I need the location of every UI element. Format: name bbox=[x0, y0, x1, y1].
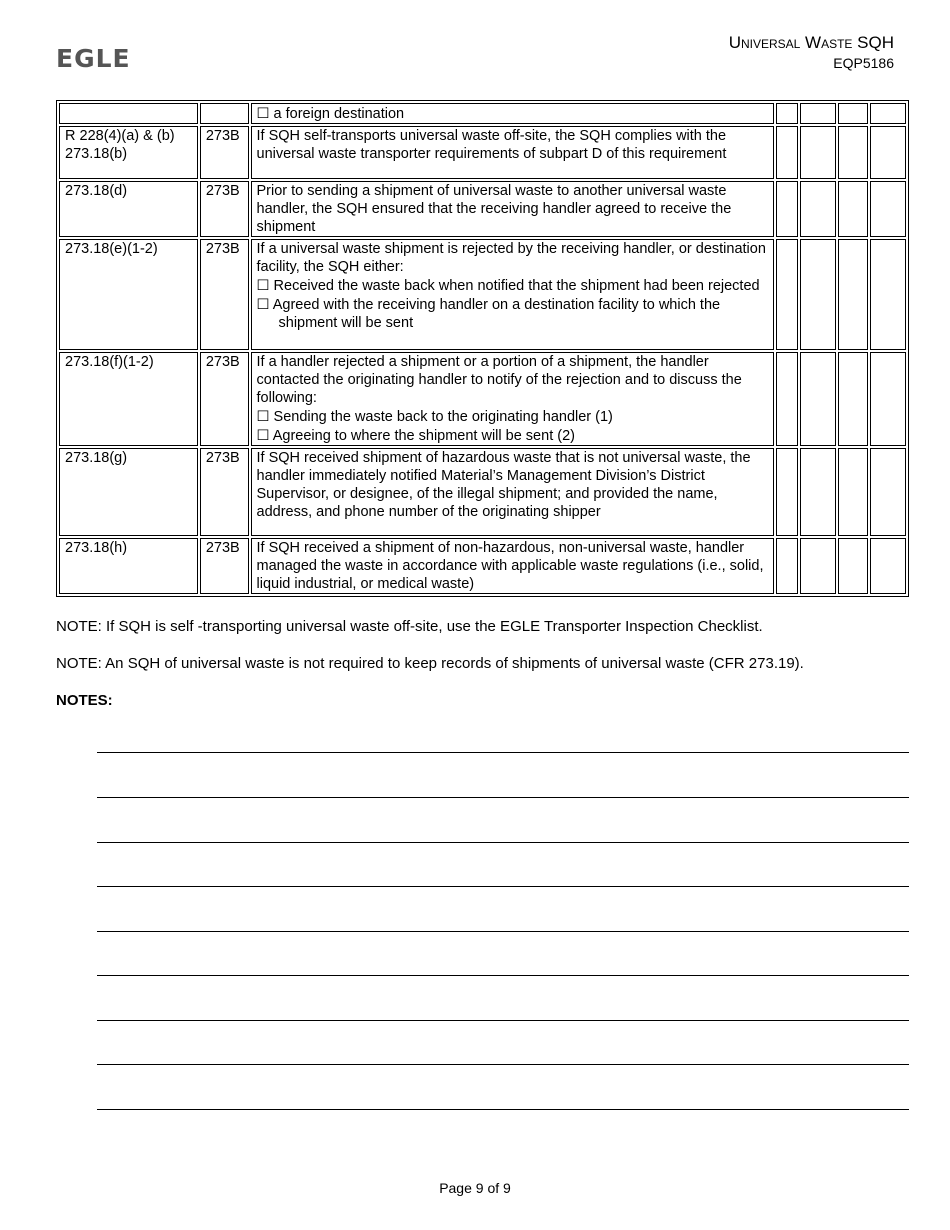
citation-cell: 273.18(g) bbox=[59, 448, 198, 536]
response-cell[interactable] bbox=[838, 239, 868, 350]
code-cell: 273B bbox=[200, 538, 249, 594]
page-number: Page 9 of 9 bbox=[439, 1180, 511, 1196]
citation-cell: 273.18(e)(1-2) bbox=[59, 239, 198, 350]
response-cell[interactable] bbox=[870, 538, 906, 594]
requirement-cell bbox=[251, 181, 774, 237]
checklist-row bbox=[59, 448, 906, 536]
response-cell[interactable] bbox=[776, 448, 799, 536]
requirement-text: Prior to sending a shipment of universal waste to another universal waste handler, the SQH ensured that the receiving handler agreed to receive the shipment bbox=[256, 183, 732, 235]
checklist-row bbox=[59, 538, 906, 594]
checkbox-option[interactable]: ☐ Agreeing to where the shipment will be sent (2) bbox=[256, 428, 575, 444]
code-cell: 273B bbox=[200, 352, 249, 446]
response-cell[interactable] bbox=[870, 181, 906, 237]
citation-cell: 273.18(d) bbox=[59, 181, 198, 237]
notes-line[interactable] bbox=[97, 975, 909, 976]
checklist-row bbox=[59, 239, 906, 350]
response-cell[interactable] bbox=[870, 448, 906, 536]
response-cell[interactable] bbox=[776, 538, 799, 594]
response-cell[interactable] bbox=[800, 103, 835, 124]
checklist-row bbox=[59, 181, 906, 237]
code-cell: 273B bbox=[200, 239, 249, 350]
checklist-row bbox=[59, 126, 906, 179]
response-cell[interactable] bbox=[838, 126, 868, 179]
notes-heading: NOTES: bbox=[56, 692, 113, 709]
response-cell[interactable] bbox=[838, 181, 868, 237]
requirement-cell bbox=[251, 448, 774, 536]
note-self-transport: NOTE: If SQH is self -transporting universal waste off-site, use the EGLE Transporter Inspection Checklist. bbox=[56, 618, 763, 635]
response-cell[interactable] bbox=[776, 103, 799, 124]
response-cell[interactable] bbox=[870, 103, 906, 124]
citation-cell: 273.18(h) bbox=[59, 538, 198, 594]
response-cell[interactable] bbox=[870, 239, 906, 350]
requirement-text: If a universal waste shipment is rejected by the receiving handler, or destination facility, the SQH either: bbox=[256, 241, 766, 275]
requirement-cell bbox=[251, 103, 774, 124]
checkbox-option[interactable]: ☐ Agreed with the receiving handler on a destination facility to which the shipment will be sent bbox=[256, 297, 721, 331]
notes-line[interactable] bbox=[97, 1109, 909, 1110]
checklist-row bbox=[59, 352, 906, 446]
requirement-cell bbox=[251, 239, 774, 350]
checkbox-option[interactable]: ☐ Sending the waste back to the originating handler (1) bbox=[256, 409, 613, 425]
checklist-table bbox=[56, 100, 909, 597]
requirement-text: If SQH received a shipment of non-hazardous, non-universal waste, handler managed the waste in accordance with applicable waste regulations (i.e., solid, liquid industrial, or medical waste) bbox=[256, 540, 764, 592]
notes-line[interactable] bbox=[97, 931, 909, 932]
notes-line[interactable] bbox=[97, 842, 909, 843]
response-cell[interactable] bbox=[776, 352, 799, 446]
response-cell[interactable] bbox=[800, 126, 835, 179]
requirement-text: If SQH self-transports universal waste off-site, the SQH complies with the universal waste transporter requirements of subpart D of this requirement bbox=[256, 128, 727, 162]
requirement-cell bbox=[251, 538, 774, 594]
response-cell[interactable] bbox=[838, 538, 868, 594]
code-cell: 273B bbox=[200, 181, 249, 237]
requirement-text: If SQH received shipment of hazardous waste that is not universal waste, the handler immediately notified Material’s Management Division’s District Supervisor, or designee, of the illegal shipment; and provided the name, address, and phone number of the originating shipper bbox=[256, 450, 751, 520]
notes-line[interactable] bbox=[97, 797, 909, 798]
response-cell[interactable] bbox=[870, 352, 906, 446]
notes-line[interactable] bbox=[97, 1020, 909, 1021]
citation-cell bbox=[59, 103, 198, 124]
citation-cell: 273.18(f)(1-2) bbox=[59, 352, 198, 446]
notes-line[interactable] bbox=[97, 886, 909, 887]
response-cell[interactable] bbox=[800, 239, 835, 350]
notes-line[interactable] bbox=[97, 1064, 909, 1065]
notes-line[interactable] bbox=[97, 752, 909, 753]
checklist-row bbox=[59, 103, 906, 124]
response-cell[interactable] bbox=[870, 126, 906, 179]
requirement-text: If a handler rejected a shipment or a portion of a shipment, the handler contacted the originating handler to notify of the rejection and to discuss the following: bbox=[256, 354, 742, 406]
document-title: Universal Waste SQH bbox=[728, 33, 894, 52]
form-code: EQP5186 bbox=[833, 55, 894, 71]
egle-logo: EGLE bbox=[56, 44, 131, 73]
response-cell[interactable] bbox=[838, 103, 868, 124]
checkbox-option[interactable]: ☐ a foreign destination bbox=[256, 106, 405, 122]
requirement-cell bbox=[251, 126, 774, 179]
note-records: NOTE: An SQH of universal waste is not required to keep records of shipments of universal waste (CFR 273.19). bbox=[56, 655, 804, 672]
citation-cell: R 228(4)(a) & (b) 273.18(b) bbox=[59, 126, 198, 179]
code-cell: 273B bbox=[200, 126, 249, 179]
response-cell[interactable] bbox=[800, 352, 835, 446]
response-cell[interactable] bbox=[800, 181, 835, 237]
response-cell[interactable] bbox=[838, 448, 868, 536]
response-cell[interactable] bbox=[800, 538, 835, 594]
requirement-cell bbox=[251, 352, 774, 446]
checkbox-option[interactable]: ☐ Received the waste back when notified that the shipment had been rejected bbox=[256, 278, 760, 294]
response-cell[interactable] bbox=[800, 448, 835, 536]
response-cell[interactable] bbox=[838, 352, 868, 446]
response-cell[interactable] bbox=[776, 181, 799, 237]
code-cell bbox=[200, 103, 249, 124]
response-cell[interactable] bbox=[776, 239, 799, 350]
response-cell[interactable] bbox=[776, 126, 799, 179]
code-cell: 273B bbox=[200, 448, 249, 536]
